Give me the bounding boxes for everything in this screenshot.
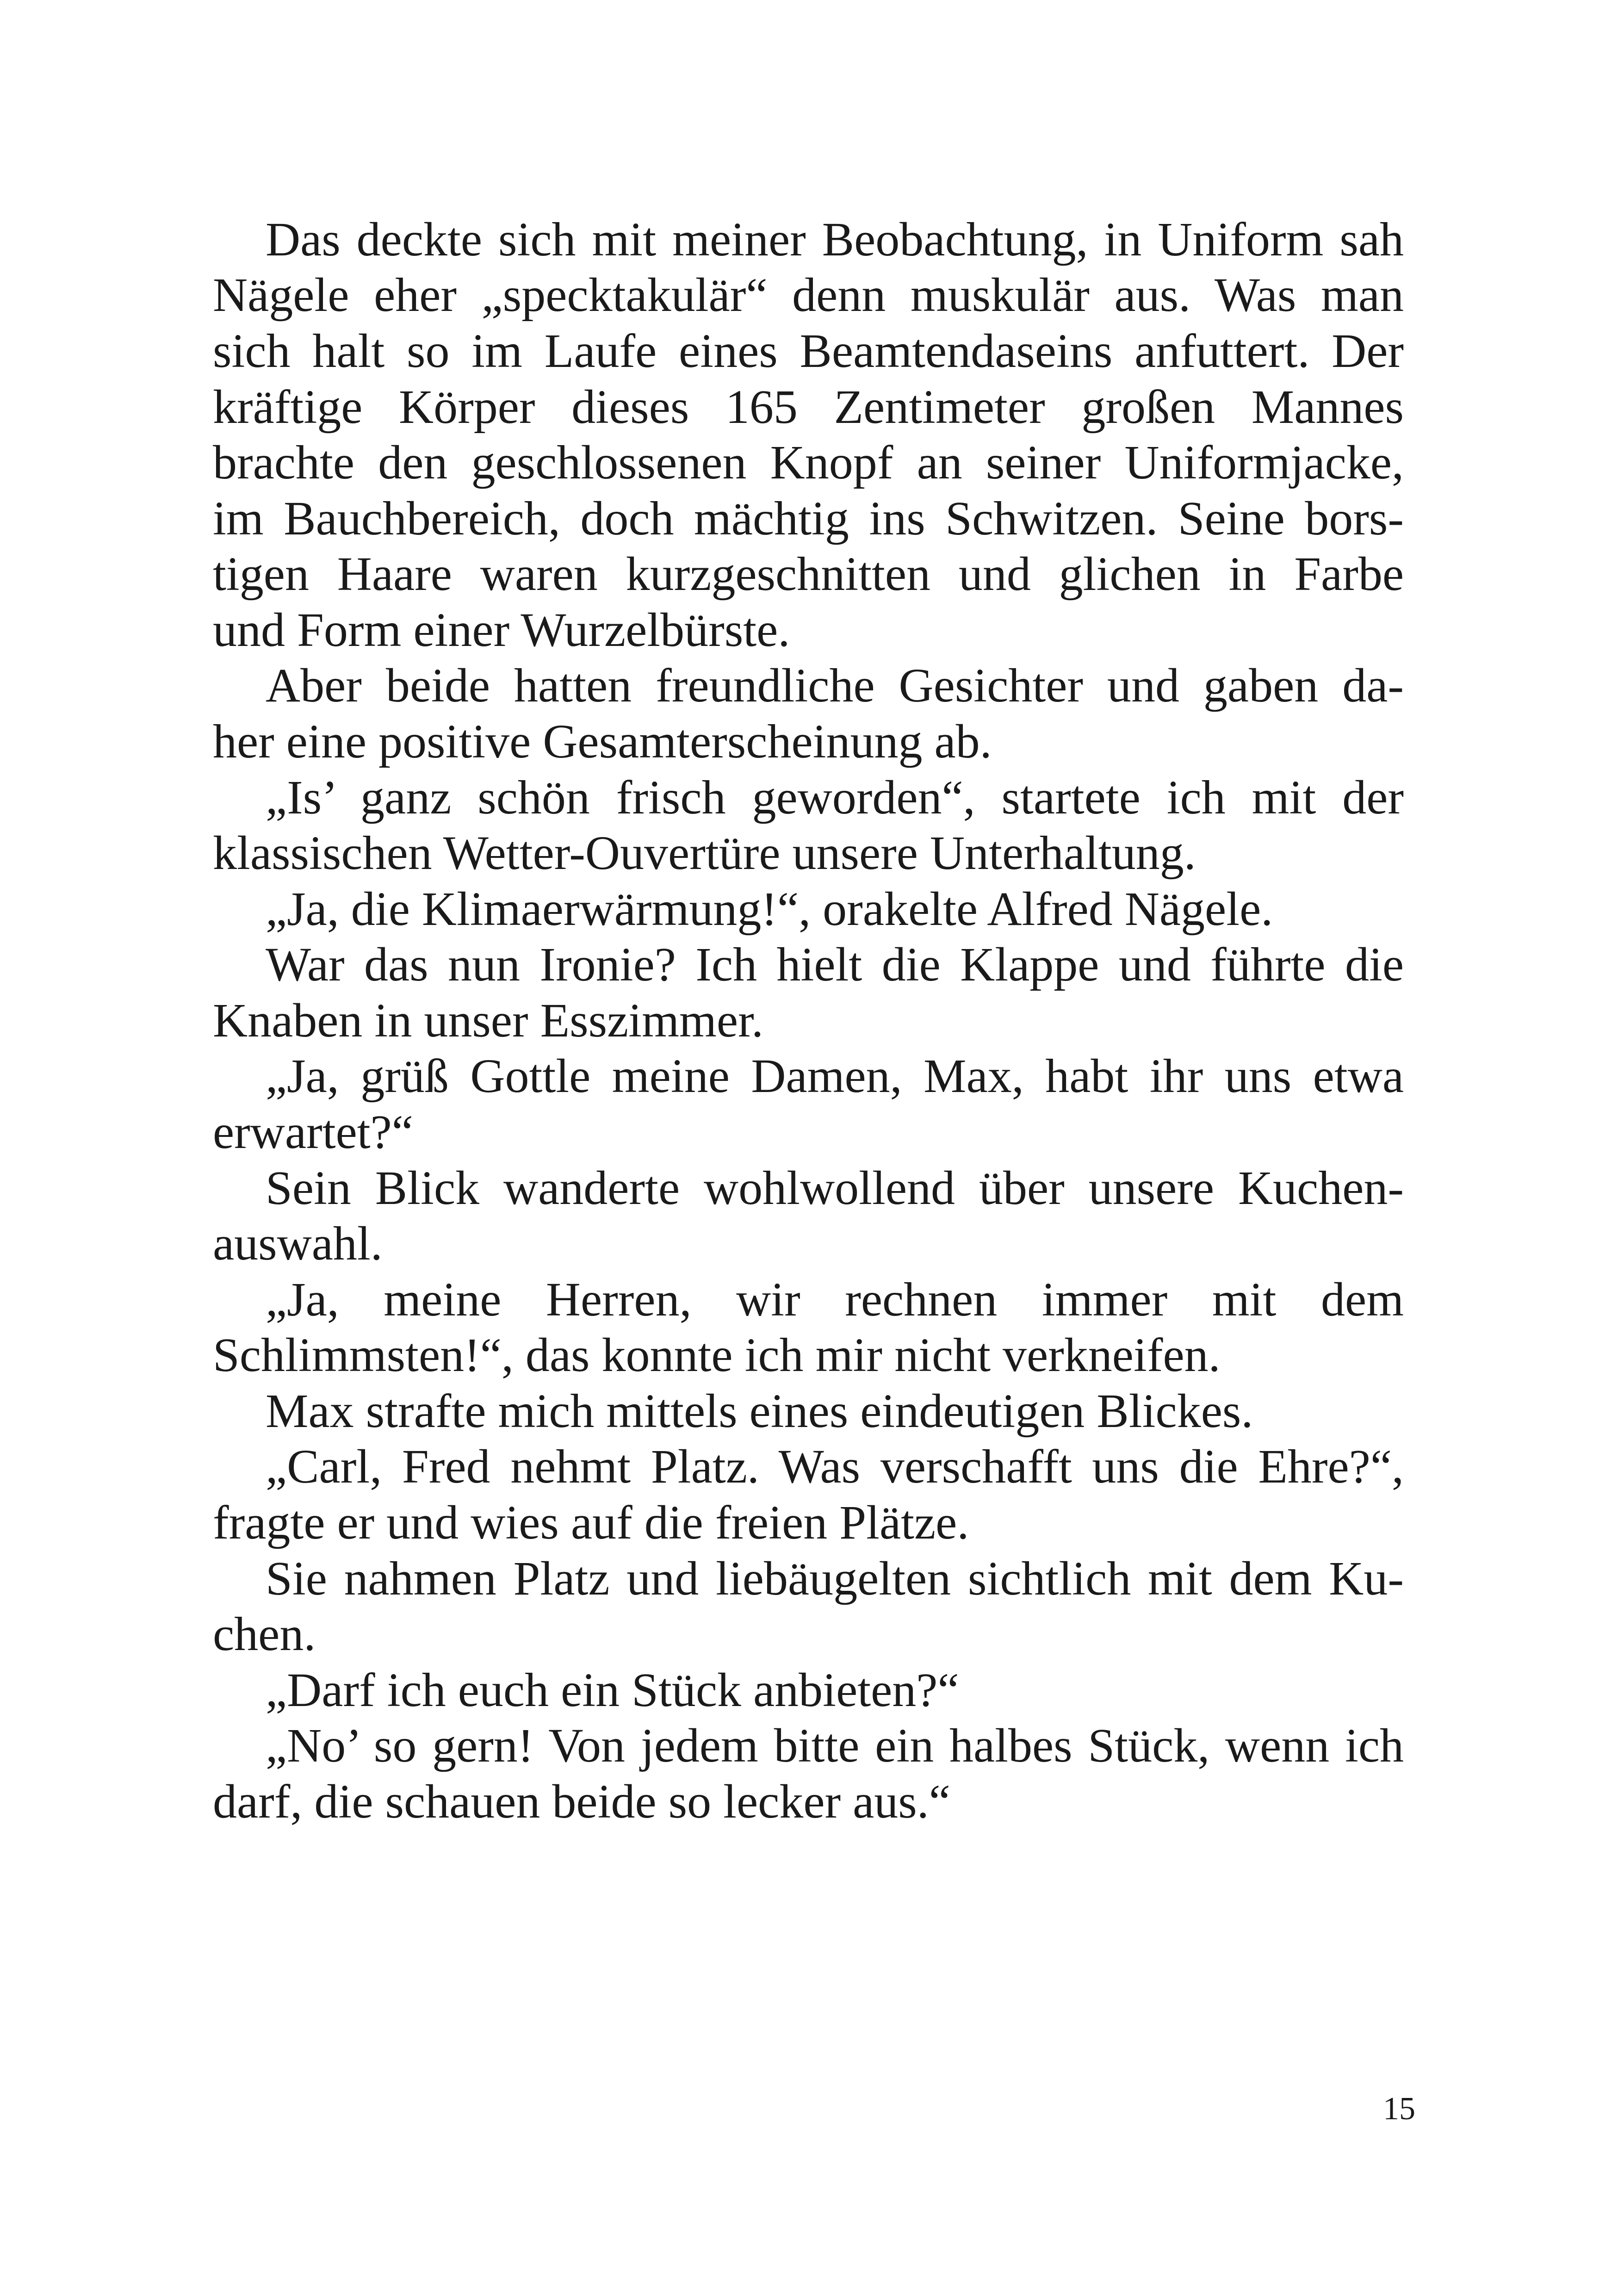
text-line: War das nun Ironie? Ich hielt die Klappe und führte die — [266, 938, 1404, 991]
text-line: Aber beide hatten freundliche Gesichter und gaben da- — [266, 659, 1404, 712]
text-line: auswahl. — [213, 1217, 383, 1270]
text-line: erwartet?“ — [213, 1105, 413, 1159]
text-line: und Form einer Wurzelbürste. — [213, 603, 790, 657]
page-number: 15 — [1383, 2091, 1415, 2127]
text-line: Sein Blick wanderte wohlwollend über unsere Kuchen- — [266, 1161, 1404, 1215]
text-line: „Is’ ganz schön frisch geworden“, startete ich mit der — [266, 771, 1404, 824]
text-line: her eine positive Gesamterscheinung ab. — [213, 715, 992, 768]
text-line: brachte den geschlossenen Knopf an seiner Uniformjacke, — [213, 436, 1404, 489]
text-line: Sie nahmen Platz und liebäugelten sichtlich mit dem Ku- — [266, 1552, 1404, 1605]
text-line: Schlimmsten!“, das konnte ich mir nicht verkneifen. — [213, 1328, 1221, 1382]
text-line: Knaben in unser Esszimmer. — [213, 994, 763, 1047]
text-line: „Carl, Fred nehmt Platz. Was verschafft uns die Ehre?“, — [266, 1440, 1404, 1493]
text-line: fragte er und wies auf die freien Plätze. — [213, 1496, 969, 1549]
text-line: „Darf ich euch ein Stück anbieten?“ — [266, 1663, 959, 1717]
text-line: „Ja, meine Herren, wir rechnen immer mit dem — [266, 1273, 1404, 1326]
text-line: Nägele eher „specktakulär“ denn muskulär aus. Was man — [213, 268, 1404, 322]
text-line: „No’ so gern! Von jedem bitte ein halbes Stück, wenn ich — [266, 1719, 1404, 1772]
text-line: „Ja, die Klimaerwärmung!“, orakelte Alfred Nägele. — [266, 882, 1273, 936]
text-line: tigen Haare waren kurzgeschnitten und glichen in Farbe — [213, 547, 1404, 601]
text-line: „Ja, grüß Gottle meine Damen, Max, habt ihr uns etwa — [266, 1049, 1404, 1103]
text-line: Max strafte mich mittels eines eindeutigen Blickes. — [266, 1384, 1253, 1438]
text-line: sich halt so im Laufe eines Beamtendaseins anfuttert. Der — [213, 324, 1404, 378]
text-line: klassischen Wetter-Ouvertüre unsere Unterhaltung. — [213, 826, 1196, 880]
text-line: chen. — [213, 1607, 316, 1661]
text-line: Das deckte sich mit meiner Beobachtung, in Uniform sah — [266, 213, 1404, 266]
text-line: darf, die schauen beide so lecker aus.“ — [213, 1775, 950, 1828]
text-line: kräftige Körper dieses 165 Zentimeter großen Mannes — [213, 380, 1404, 434]
text-line: im Bauchbereich, doch mächtig ins Schwitzen. Seine bors- — [213, 492, 1404, 545]
